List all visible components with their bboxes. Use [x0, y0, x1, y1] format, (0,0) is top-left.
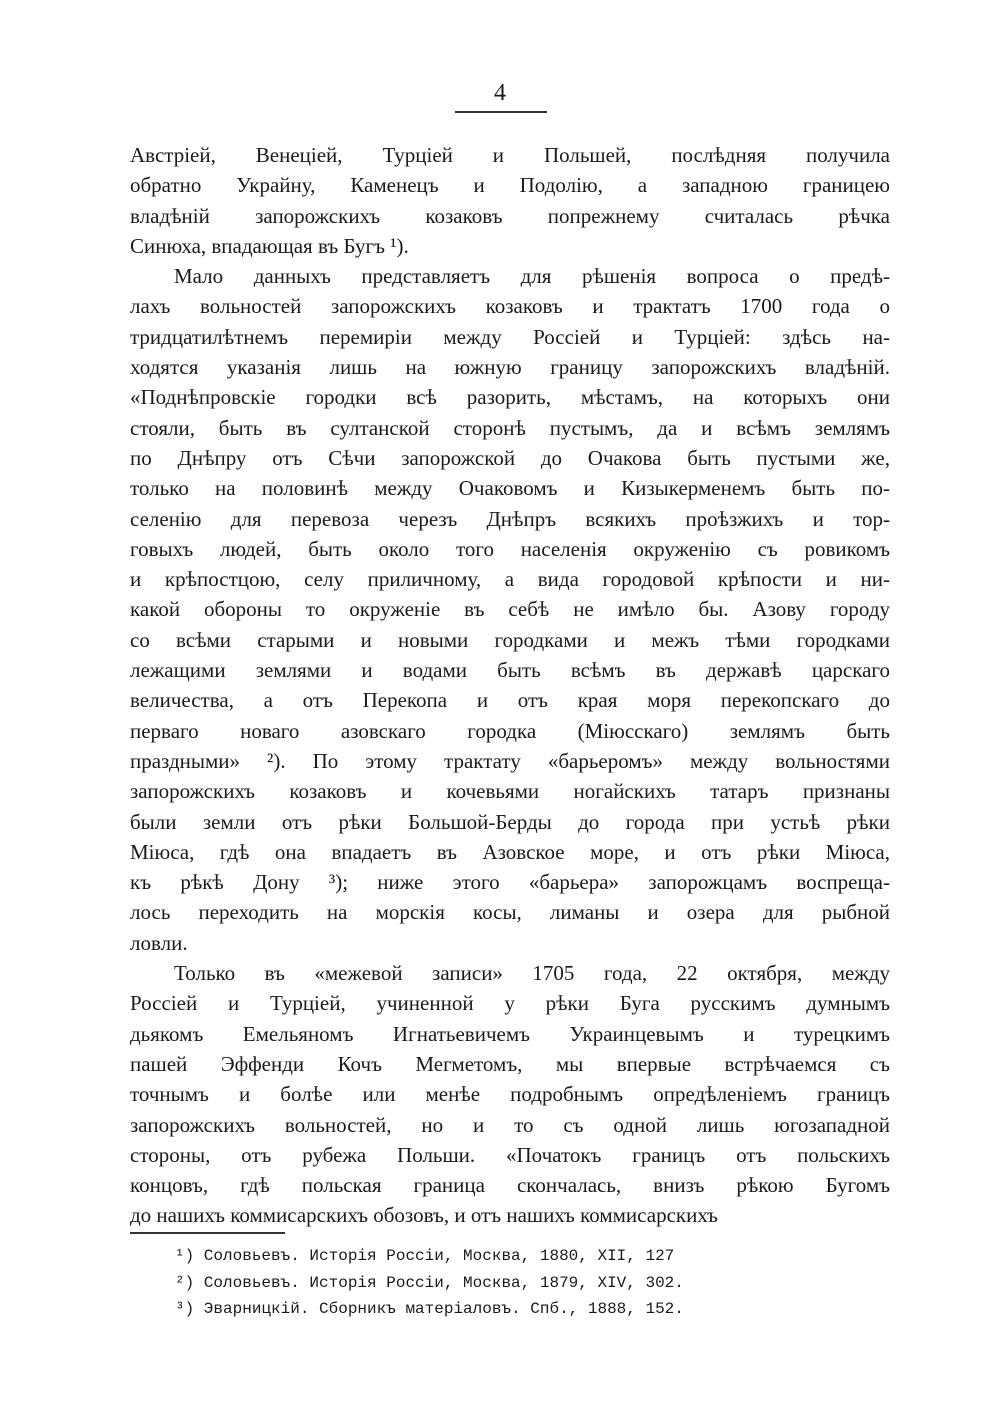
text-line: стороны, отъ рубежа Польши. «Початокъ границъ отъ польскихъ: [130, 1142, 890, 1167]
text-line: точнымъ и болѣе или менѣе подробнымъ опредѣленіемъ границъ: [130, 1082, 890, 1107]
text-line: Міюса, гдѣ она впадаетъ въ Азовское море, и отъ рѣки Міюса,: [130, 839, 890, 864]
text-line: Только въ «межевой записи» 1705 года, 22 октября, между: [174, 961, 890, 986]
text-line: лось переходить на морскія косы, лиманы и озера для рыбной: [130, 900, 890, 925]
text-line: какой обороны то окруженіе въ себѣ не имѣло бы. Азову городу: [130, 597, 890, 622]
text-line: дьякомъ Емельяномъ Игнатьевичемъ Украинцевымъ и турецкимъ: [130, 1021, 890, 1046]
text-line: Россіей и Турціей, учиненной у рѣки Буга русскимъ думнымъ: [130, 991, 890, 1016]
text-line: стояли, быть въ султанской сторонѣ пустымъ, да и всѣмъ землямъ: [130, 415, 890, 440]
footnote: ³) Эварницкій. Сборникъ матеріаловъ. Спб., 1888, 152.: [175, 1300, 684, 1318]
page-number-rule: [455, 111, 547, 113]
text-line: ловли.: [130, 930, 188, 955]
text-line: только на половинѣ между Очаковомъ и Кизыкерменемъ быть по-: [130, 476, 890, 501]
text-line: запорожскихъ вольностей, но и то съ одной лишь югозападной: [130, 1112, 890, 1137]
text-line: запорожскихъ козаковъ и кочевьями ногайскихъ татаръ признаны: [130, 779, 890, 804]
paragraph: [130, 261, 890, 958]
text-line: до нашихъ коммисарскихъ обозовъ, и отъ нашихъ коммисарскихъ: [130, 1203, 718, 1228]
footnote-rule: [130, 1232, 285, 1234]
footnote: ¹) Соловьевъ. Исторія Россіи, Москва, 1880, XII, 127: [175, 1247, 675, 1265]
text-line: по Днѣпру отъ Сѣчи запорожской до Очакова быть пустыми же,: [130, 445, 890, 470]
text-line: Мало данныхъ представляетъ для рѣшенія вопроса о предѣ-: [174, 264, 890, 289]
body-text: [130, 140, 890, 1231]
text-line: лежащими землями и водами быть всѣмъ въ державѣ царскаго: [130, 658, 890, 683]
text-line: Австріей, Венеціей, Турціей и Польшей, послѣдняя получила: [130, 143, 890, 167]
text-line: величества, а отъ Перекопа и отъ края моря перекопскаго до: [130, 688, 890, 713]
footnotes: [175, 1243, 684, 1323]
text-line: владѣній запорожскихъ козаковъ попрежнему считалась рѣчка: [130, 203, 890, 228]
text-line: «Поднѣпровскіе городки всѣ разорить, мѣстамъ, на которыхъ они: [130, 385, 890, 410]
text-line: были земли отъ рѣки Большой-Берды до города при устьѣ рѣки: [130, 809, 890, 834]
text-line: тридцатилѣтнемъ перемиріи между Россіей и Турціей: здѣсь на-: [130, 324, 890, 349]
paragraph: [130, 140, 890, 261]
footnote: ²) Соловьевъ. Исторія Россіи, Москва, 1879, XIV, 302.: [175, 1273, 684, 1292]
text-line: говыхъ людей, быть около того населенія окруженію съ ровикомъ: [130, 536, 890, 561]
text-line: Синюха, впадающая въ Бугъ ¹).: [130, 233, 409, 258]
paragraph: [130, 958, 890, 1231]
text-line: ходятся указанія лишь на южную границу запорожскихъ владѣній.: [130, 355, 890, 380]
text-line: обратно Украйну, Каменецъ и Подолію, а западною границею: [130, 173, 890, 198]
text-line: пашей Эффенди Кочъ Мегметомъ, мы впервые встрѣчаемся съ: [130, 1051, 890, 1076]
text-line: праздными» ²). По этому трактату «барьеромъ» между вольностями: [130, 748, 890, 773]
text-line: и крѣпостцою, селу приличному, а вида городовой крѣпости и ни-: [130, 567, 890, 592]
text-line: концовъ, гдѣ польская граница скончалась, внизъ рѣкою Бугомъ: [130, 1173, 890, 1198]
text-line: селенію для перевоза черезъ Днѣпръ всякихъ проѣзжихъ и тор-: [130, 506, 890, 531]
page-number: 4: [494, 80, 506, 106]
text-line: лахъ вольностей запорожскихъ козаковъ и трактатъ 1700 года о: [130, 294, 890, 319]
text-line: къ рѣкѣ Дону ³); ниже этого «барьера» запорожцамъ воспреща-: [130, 870, 890, 895]
text-line: перваго новаго азовскаго городка (Міюсскаго) землямъ быть: [130, 718, 890, 743]
text-line: со всѣми старыми и новыми городками и межъ тѣми городками: [130, 627, 890, 652]
